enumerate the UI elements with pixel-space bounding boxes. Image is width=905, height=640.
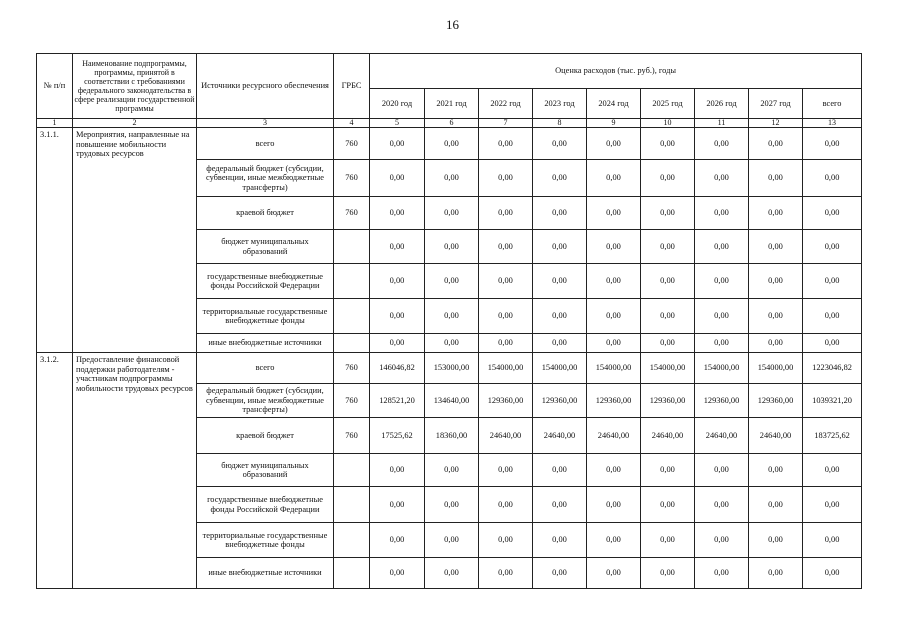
- year-value: 129360,00: [749, 384, 803, 418]
- funding-source: всего: [197, 353, 334, 384]
- year-value: 0,00: [370, 230, 425, 264]
- year-value: 0,00: [695, 454, 749, 487]
- year-value: 0,00: [370, 160, 425, 197]
- grbs-code: [334, 523, 370, 558]
- column-index-12: 12: [749, 119, 803, 128]
- funding-source: бюджет муниципальных образований: [197, 230, 334, 264]
- year-value: 129360,00: [587, 384, 641, 418]
- year-value: 0,00: [587, 128, 641, 160]
- year-value: 0,00: [641, 334, 695, 353]
- year-value: 0,00: [370, 197, 425, 230]
- year-value: 0,00: [425, 197, 479, 230]
- year-value: 0,00: [370, 128, 425, 160]
- year-value: 0,00: [587, 264, 641, 299]
- funding-source: государственные внебюджетные фонды Российской Федерации: [197, 487, 334, 523]
- year-value: 0,00: [641, 230, 695, 264]
- total-value: 0,00: [803, 334, 862, 353]
- column-index-1: 1: [37, 119, 73, 128]
- column-index-3: 3: [197, 119, 334, 128]
- year-value: 0,00: [479, 454, 533, 487]
- year-value: 0,00: [749, 334, 803, 353]
- year-value: 0,00: [425, 454, 479, 487]
- year-value: 0,00: [370, 334, 425, 353]
- year-value: 0,00: [479, 230, 533, 264]
- year-value: 0,00: [587, 230, 641, 264]
- year-value: 154000,00: [749, 353, 803, 384]
- year-value: 154000,00: [695, 353, 749, 384]
- year-value: 0,00: [479, 197, 533, 230]
- year-value: 134640,00: [425, 384, 479, 418]
- year-value: 0,00: [695, 487, 749, 523]
- year-value: 24640,00: [695, 418, 749, 454]
- column-index-11: 11: [695, 119, 749, 128]
- section-number: 3.1.1.: [37, 128, 73, 353]
- column-index-2: 2: [73, 119, 197, 128]
- year-value: 129360,00: [533, 384, 587, 418]
- year-value: 0,00: [749, 197, 803, 230]
- year-value: 0,00: [695, 128, 749, 160]
- year-value: 0,00: [370, 487, 425, 523]
- year-value: 146046,82: [370, 353, 425, 384]
- column-index-9: 9: [587, 119, 641, 128]
- year-value: 129360,00: [479, 384, 533, 418]
- year-value: 0,00: [749, 558, 803, 589]
- year-value: 0,00: [641, 299, 695, 334]
- year-value: 0,00: [749, 523, 803, 558]
- grbs-code: [334, 299, 370, 334]
- funding-source: всего: [197, 128, 334, 160]
- year-value: 0,00: [695, 230, 749, 264]
- total-value: 0,00: [803, 454, 862, 487]
- grbs-code: 760: [334, 128, 370, 160]
- year-value: 0,00: [533, 264, 587, 299]
- year-value: 0,00: [749, 487, 803, 523]
- grbs-code: [334, 264, 370, 299]
- year-value: 0,00: [479, 160, 533, 197]
- year-value: 0,00: [695, 334, 749, 353]
- table-row: [37, 353, 862, 384]
- header-no: № п/п: [37, 54, 73, 119]
- year-value: 0,00: [695, 197, 749, 230]
- section-number: 3.1.2.: [37, 353, 73, 589]
- year-value: 153000,00: [425, 353, 479, 384]
- table-row: [37, 128, 862, 160]
- year-value: 0,00: [587, 454, 641, 487]
- total-value: 0,00: [803, 160, 862, 197]
- year-value: 0,00: [587, 558, 641, 589]
- year-value: 0,00: [479, 523, 533, 558]
- grbs-code: [334, 334, 370, 353]
- grbs-code: [334, 230, 370, 264]
- year-value: 0,00: [425, 558, 479, 589]
- year-value: 154000,00: [587, 353, 641, 384]
- year-value: 24640,00: [587, 418, 641, 454]
- funding-source: бюджет муниципальных образований: [197, 454, 334, 487]
- year-value: 129360,00: [695, 384, 749, 418]
- year-value: 24640,00: [479, 418, 533, 454]
- year-value: 0,00: [641, 264, 695, 299]
- total-value: 0,00: [803, 487, 862, 523]
- year-value: 0,00: [479, 264, 533, 299]
- year-value: 18360,00: [425, 418, 479, 454]
- year-value: 24640,00: [749, 418, 803, 454]
- year-value: 0,00: [641, 558, 695, 589]
- year-value: 0,00: [533, 230, 587, 264]
- total-value: 0,00: [803, 523, 862, 558]
- year-value: 0,00: [641, 128, 695, 160]
- year-value: 0,00: [695, 160, 749, 197]
- total-value: 1223046,82: [803, 353, 862, 384]
- total-value: 0,00: [803, 558, 862, 589]
- page-number: 16: [446, 17, 459, 32]
- year-value: 0,00: [533, 558, 587, 589]
- funding-source: государственные внебюджетные фонды Российской Федерации: [197, 264, 334, 299]
- year-value: 0,00: [749, 230, 803, 264]
- year-value: 0,00: [641, 197, 695, 230]
- funding-source: территориальные государственные внебюджетные фонды: [197, 299, 334, 334]
- year-value: 0,00: [587, 160, 641, 197]
- section-name: Мероприятия, направленные на повышение мобильности трудовых ресурсов: [73, 128, 197, 353]
- year-value: 0,00: [479, 334, 533, 353]
- header-year-2: 2021 год: [425, 89, 479, 119]
- year-value: 154000,00: [479, 353, 533, 384]
- year-value: 154000,00: [533, 353, 587, 384]
- year-value: 0,00: [749, 454, 803, 487]
- section-name: Предоставление финансовой поддержки работодателям - участникам подпрограммы мобильности трудовых ресурсов: [73, 353, 197, 589]
- year-value: 0,00: [370, 264, 425, 299]
- header-name: Наименование подпрограммы, программы, принятой в соответствии с требованиями федерального законодательства в сфере реализации государственной программы: [73, 54, 197, 119]
- year-value: 0,00: [695, 299, 749, 334]
- header-year-4: 2023 год: [533, 89, 587, 119]
- funding-source: краевой бюджет: [197, 197, 334, 230]
- total-value: 1039321,20: [803, 384, 862, 418]
- grbs-code: [334, 558, 370, 589]
- year-value: 0,00: [641, 523, 695, 558]
- funding-source: краевой бюджет: [197, 418, 334, 454]
- year-value: 0,00: [425, 264, 479, 299]
- year-value: 24640,00: [533, 418, 587, 454]
- header-year-6: 2025 год: [641, 89, 695, 119]
- header-year-7: 2026 год: [695, 89, 749, 119]
- funding-source: иные внебюджетные источники: [197, 558, 334, 589]
- header-grbs: ГРБС: [334, 54, 370, 119]
- year-value: 0,00: [695, 558, 749, 589]
- header-year-9: всего: [803, 89, 862, 119]
- header-year-3: 2022 год: [479, 89, 533, 119]
- year-value: 0,00: [641, 487, 695, 523]
- year-value: 0,00: [533, 334, 587, 353]
- header-source: Источники ресурсного обеспечения: [197, 54, 334, 119]
- budget-table: [36, 53, 862, 589]
- grbs-code: 760: [334, 160, 370, 197]
- year-value: 0,00: [370, 454, 425, 487]
- year-value: 0,00: [479, 128, 533, 160]
- grbs-code: [334, 454, 370, 487]
- year-value: 0,00: [479, 487, 533, 523]
- year-value: 128521,20: [370, 384, 425, 418]
- year-value: 0,00: [370, 558, 425, 589]
- total-value: 0,00: [803, 230, 862, 264]
- header-year-1: 2020 год: [370, 89, 425, 119]
- year-value: 0,00: [425, 299, 479, 334]
- year-value: 0,00: [533, 160, 587, 197]
- year-value: 0,00: [641, 160, 695, 197]
- total-value: 0,00: [803, 299, 862, 334]
- funding-source: федеральный бюджет (субсидии, субвенции, иные межбюджетные трансферты): [197, 160, 334, 197]
- year-value: 0,00: [587, 523, 641, 558]
- total-value: 183725,62: [803, 418, 862, 454]
- year-value: 154000,00: [641, 353, 695, 384]
- year-value: 0,00: [479, 558, 533, 589]
- year-value: 0,00: [425, 160, 479, 197]
- year-value: 0,00: [641, 454, 695, 487]
- year-value: 0,00: [533, 197, 587, 230]
- year-value: 0,00: [533, 299, 587, 334]
- year-value: 0,00: [425, 334, 479, 353]
- grbs-code: 760: [334, 197, 370, 230]
- funding-source: территориальные государственные внебюджетные фонды: [197, 523, 334, 558]
- year-value: 0,00: [749, 299, 803, 334]
- column-index-13: 13: [803, 119, 862, 128]
- year-value: 17525,62: [370, 418, 425, 454]
- header-estimate: Оценка расходов (тыс. руб.), годы: [370, 54, 862, 89]
- year-value: 0,00: [425, 230, 479, 264]
- year-value: 0,00: [533, 454, 587, 487]
- grbs-code: 760: [334, 384, 370, 418]
- year-value: 0,00: [749, 128, 803, 160]
- year-value: 0,00: [425, 523, 479, 558]
- year-value: 129360,00: [641, 384, 695, 418]
- header-year-5: 2024 год: [587, 89, 641, 119]
- column-index-6: 6: [425, 119, 479, 128]
- year-value: 0,00: [425, 128, 479, 160]
- column-index-7: 7: [479, 119, 533, 128]
- year-value: 0,00: [587, 299, 641, 334]
- year-value: 0,00: [370, 299, 425, 334]
- year-value: 0,00: [749, 160, 803, 197]
- total-value: 0,00: [803, 197, 862, 230]
- year-value: 0,00: [533, 523, 587, 558]
- year-value: 0,00: [425, 487, 479, 523]
- column-index-10: 10: [641, 119, 695, 128]
- year-value: 0,00: [533, 487, 587, 523]
- year-value: 0,00: [533, 128, 587, 160]
- year-value: 0,00: [587, 197, 641, 230]
- year-value: 0,00: [370, 523, 425, 558]
- total-value: 0,00: [803, 264, 862, 299]
- year-value: 24640,00: [641, 418, 695, 454]
- year-value: 0,00: [479, 299, 533, 334]
- grbs-code: [334, 487, 370, 523]
- year-value: 0,00: [695, 523, 749, 558]
- grbs-code: 760: [334, 418, 370, 454]
- year-value: 0,00: [587, 334, 641, 353]
- column-index-5: 5: [370, 119, 425, 128]
- year-value: 0,00: [695, 264, 749, 299]
- column-index-4: 4: [334, 119, 370, 128]
- year-value: 0,00: [587, 487, 641, 523]
- year-value: 0,00: [749, 264, 803, 299]
- column-index-8: 8: [533, 119, 587, 128]
- header-year-8: 2027 год: [749, 89, 803, 119]
- grbs-code: 760: [334, 353, 370, 384]
- funding-source: иные внебюджетные источники: [197, 334, 334, 353]
- total-value: 0,00: [803, 128, 862, 160]
- funding-source: федеральный бюджет (субсидии, субвенции, иные межбюджетные трансферты): [197, 384, 334, 418]
